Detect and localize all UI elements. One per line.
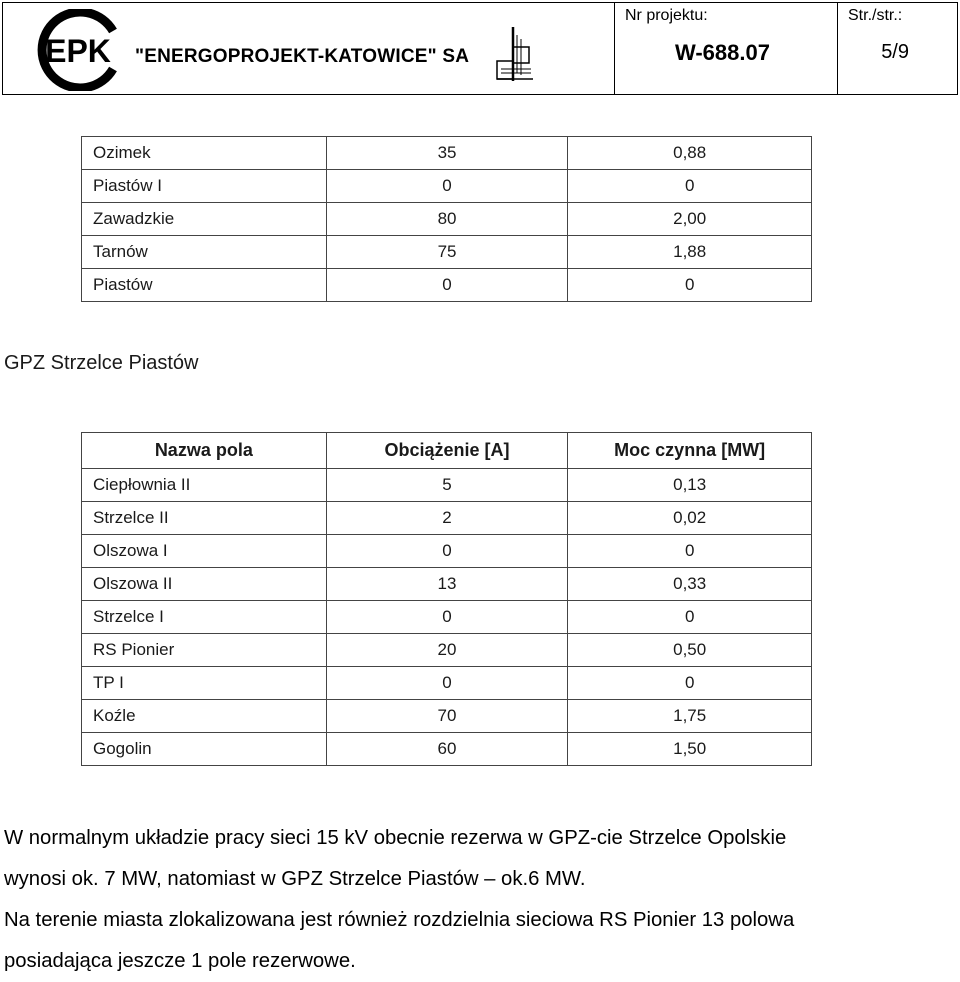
feeder-table-2 <box>81 432 812 766</box>
table-row <box>82 568 812 601</box>
cell-load: 2 <box>326 502 568 535</box>
cell-load: 75 <box>326 236 568 269</box>
cell-load: 20 <box>326 634 568 667</box>
page-number: 5/9 <box>881 41 909 63</box>
cell-power: 0 <box>568 601 812 634</box>
section-title: GPZ Strzelce Piastów <box>4 352 199 374</box>
cell-power: 0 <box>568 667 812 700</box>
table-row <box>82 170 812 203</box>
project-number: W-688.07 <box>675 40 770 65</box>
cell-load: 35 <box>326 137 568 170</box>
paragraph-line: wynosi ok. 7 MW, natomiast w GPZ Strzelce Piastów – ok.6 MW. <box>4 868 586 890</box>
cell-load: 80 <box>326 203 568 236</box>
document-header <box>2 2 958 95</box>
table-row <box>82 667 812 700</box>
project-caption: Nr projektu: <box>625 7 708 24</box>
company-cell <box>3 3 614 94</box>
column-header-power: Moc czynna [MW] <box>568 433 812 469</box>
logo-text: EPK <box>45 33 111 69</box>
cell-name: Ciepłownia II <box>82 469 327 502</box>
table-row <box>82 601 812 634</box>
cell-load: 70 <box>326 700 568 733</box>
cell-power: 1,75 <box>568 700 812 733</box>
cell-name: Piastów I <box>82 170 327 203</box>
cell-name: Strzelce I <box>82 601 327 634</box>
epk-logo <box>33 9 123 91</box>
cell-load: 0 <box>326 269 568 302</box>
table-row <box>82 634 812 667</box>
column-header-name: Nazwa pola <box>82 433 327 469</box>
column-header-load: Obciążenie [A] <box>326 433 568 469</box>
cell-name: Olszowa I <box>82 535 327 568</box>
cell-name: Olszowa II <box>82 568 327 601</box>
page-caption: Str./str.: <box>848 7 903 24</box>
paragraph-switchgear <box>4 900 794 982</box>
cell-load: 5 <box>326 469 568 502</box>
cell-load: 0 <box>326 601 568 634</box>
cell-name: Ozimek <box>82 137 327 170</box>
cell-load: 13 <box>326 568 568 601</box>
quality-mark-icon <box>495 25 535 83</box>
cell-name: Strzelce II <box>82 502 327 535</box>
cell-power: 2,00 <box>568 203 812 236</box>
cell-load: 0 <box>326 667 568 700</box>
cell-power: 0,33 <box>568 568 812 601</box>
project-cell <box>614 3 837 94</box>
cell-power: 1,88 <box>568 236 812 269</box>
table-row <box>82 700 812 733</box>
cell-power: 0 <box>568 269 812 302</box>
table-row <box>82 269 812 302</box>
table-row <box>82 203 812 236</box>
cell-power: 0,02 <box>568 502 812 535</box>
table-row <box>82 535 812 568</box>
cell-name: Tarnów <box>82 236 327 269</box>
cell-name: Piastów <box>82 269 327 302</box>
cell-power: 0,88 <box>568 137 812 170</box>
cell-power: 0 <box>568 170 812 203</box>
cell-power: 0,50 <box>568 634 812 667</box>
cell-power: 1,50 <box>568 733 812 766</box>
page-cell <box>837 3 957 94</box>
cell-name: RS Pionier <box>82 634 327 667</box>
paragraph-line: Na terenie miasta zlokalizowana jest również rozdzielnia sieciowa RS Pionier 13 polowa <box>4 909 795 931</box>
feeder-table-1 <box>81 136 812 302</box>
table-row <box>82 502 812 535</box>
table-row <box>82 137 812 170</box>
cell-load: 0 <box>326 535 568 568</box>
cell-name: TP I <box>82 667 327 700</box>
paragraph-line: W normalnym układzie pracy sieci 15 kV obecnie rezerwa w GPZ-cie Strzelce Opolskie <box>4 827 787 849</box>
paragraph-line: posiadająca jeszcze 1 pole rezerwowe. <box>4 950 356 972</box>
cell-load: 60 <box>326 733 568 766</box>
table-row <box>82 733 812 766</box>
cell-name: Gogolin <box>82 733 327 766</box>
table-row <box>82 469 812 502</box>
table-header-row <box>82 433 812 469</box>
cell-name: Zawadzkie <box>82 203 327 236</box>
paragraph-reserve <box>4 818 786 900</box>
cell-power: 0 <box>568 535 812 568</box>
cell-load: 0 <box>326 170 568 203</box>
cell-power: 0,13 <box>568 469 812 502</box>
table-row <box>82 236 812 269</box>
cell-name: Koźle <box>82 700 327 733</box>
company-name: "ENERGOPROJEKT-KATOWICE" SA <box>135 46 470 67</box>
